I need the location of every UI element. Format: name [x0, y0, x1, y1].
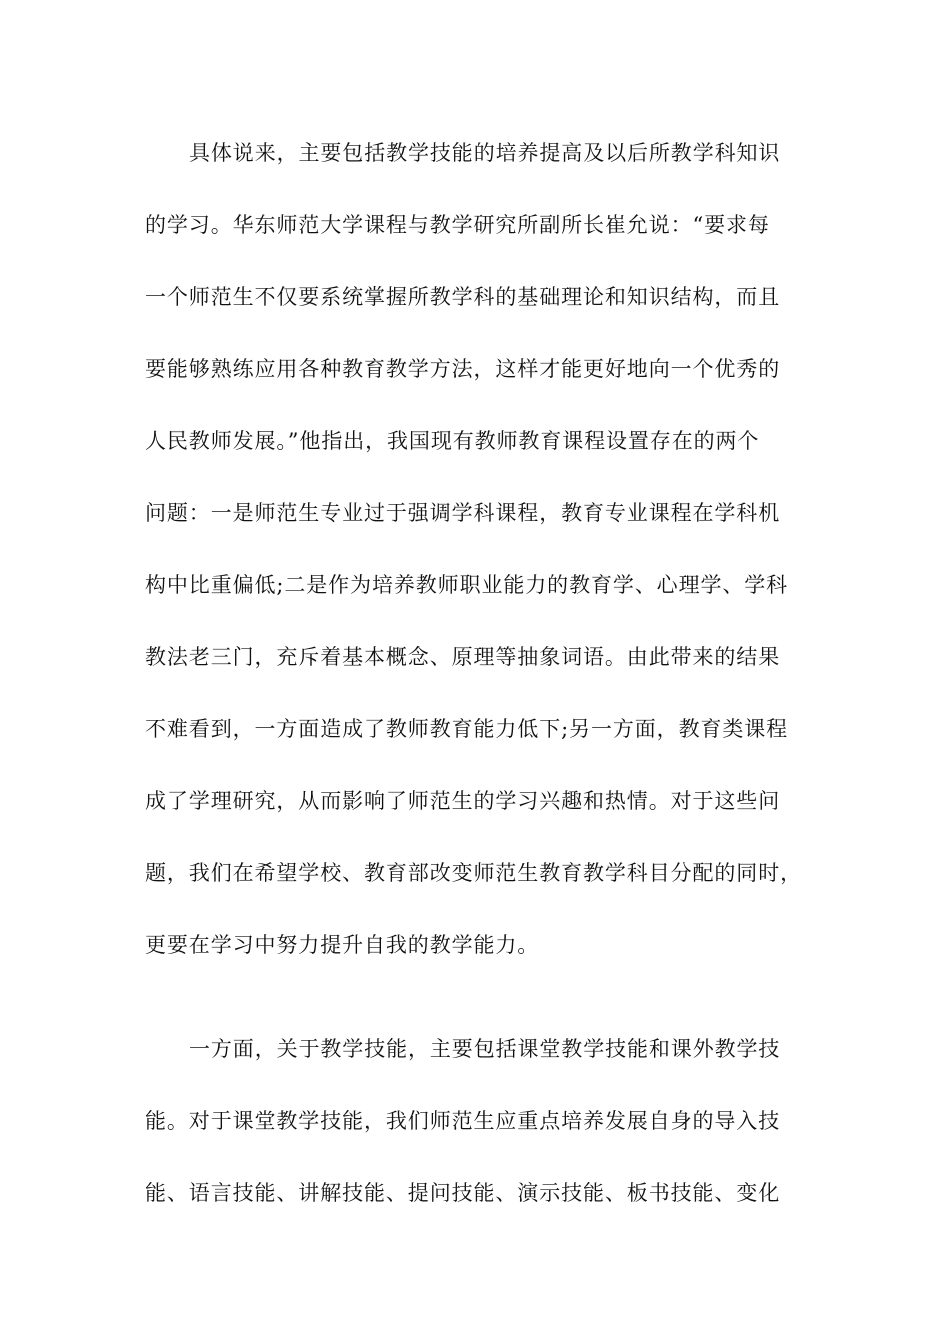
paragraph-1-line-2: 的学习。华东师范大学课程与教学研究所副所长崔允说：“要求每	[145, 213, 770, 237]
paragraph-1-line-11: 题，我们在希望学校、教育部改变师范生教育教学科目分配的同时，	[145, 861, 802, 885]
paragraph-1-line-12: 更要在学习中努力提升自我的教学能力。	[145, 933, 540, 957]
paragraph-2-line-2: 能。对于课堂教学技能，我们师范生应重点培养发展自身的导入技	[145, 1109, 781, 1133]
paragraph-1-line-6: 问题：一是师范生专业过于强调学科课程，教育专业课程在学科机	[145, 501, 781, 525]
paragraph-1-line-4: 要能够熟练应用各种教育教学方法，这样才能更好地向一个优秀的	[145, 357, 781, 381]
paragraph-2-line-1: 一方面，关于教学技能，主要包括课堂教学技能和课外教学技	[189, 1037, 781, 1061]
paragraph-1-line-1: 具体说来，主要包括教学技能的培养提高及以后所教学科知识	[189, 141, 781, 165]
paragraph-1-line-3: 一个师范生不仅要系统掌握所教学科的基础理论和知识结构，而且	[145, 285, 781, 309]
paragraph-1-line-5: 人民教师发展。”他指出，我国现有教师教育课程设置存在的两个	[145, 429, 760, 453]
paragraph-1-line-9: 不难看到，一方面造成了教师教育能力低下;另一方面，教育类课程	[145, 717, 789, 741]
paragraph-1-line-7: 构中比重偏低;二是作为培养教师职业能力的教育学、心理学、学科	[145, 573, 789, 597]
paragraph-1-line-10: 成了学理研究，从而影响了师范生的学习兴趣和热情。对于这些问	[145, 789, 781, 813]
paragraph-2-line-3: 能、语言技能、讲解技能、提问技能、演示技能、板书技能、变化	[145, 1181, 781, 1205]
paragraph-1-line-8: 教法老三门，充斥着基本概念、原理等抽象词语。由此带来的结果	[145, 645, 781, 669]
